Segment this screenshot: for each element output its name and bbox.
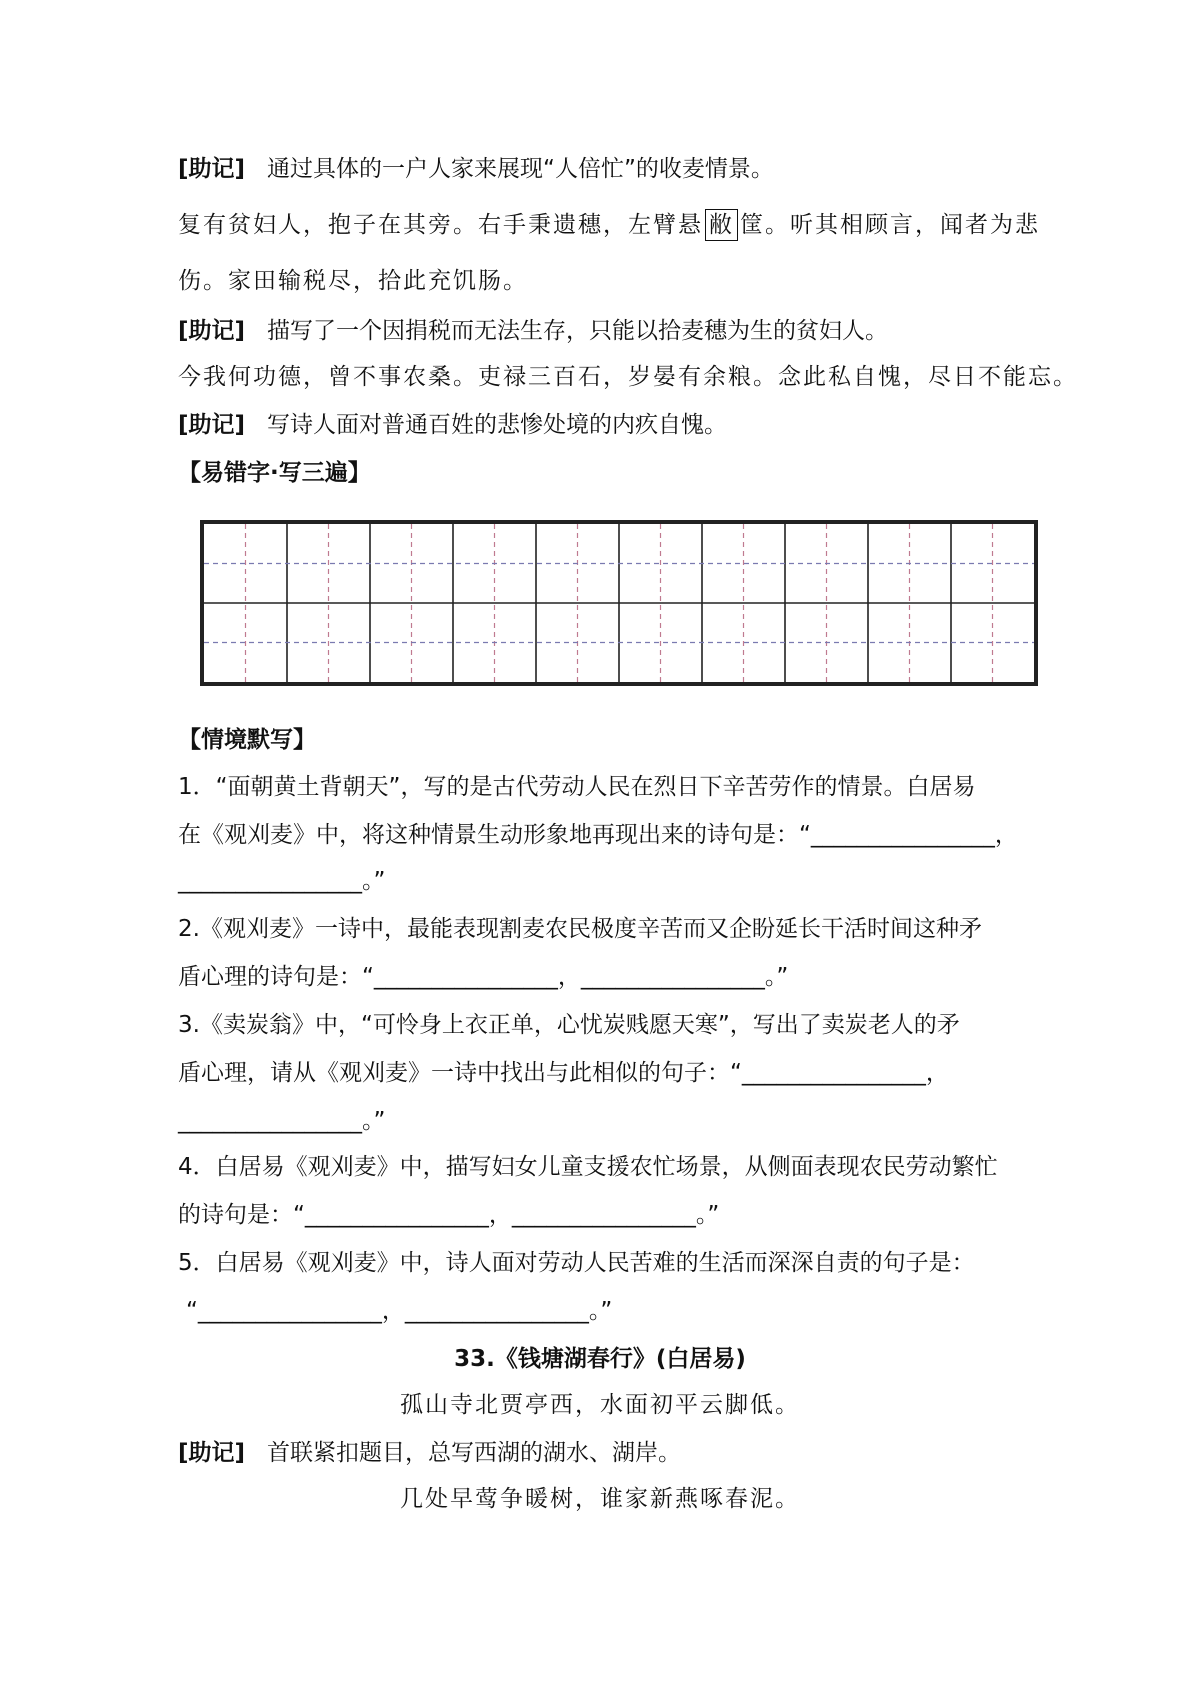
section-heading-dictation: 【情境默写】: [178, 727, 316, 753]
question-line: 的诗句是：“________________，________________。”: [178, 1202, 720, 1228]
note-3: [178, 408, 727, 442]
question-line: 1．“面朝黄土背朝天”，写的是古代劳动人民在烈日下辛苦劳作的情景。白居易: [178, 774, 976, 800]
question-line: 4．白居易《观刈麦》中，描写妇女儿童支援农忙场景，从侧面表现农民劳动繁忙: [178, 1154, 998, 1180]
poem-line: [178, 264, 528, 298]
question-line: 在《观刈麦》中，将这种情景生动形象地再现出来的诗句是：“________________，: [178, 822, 1018, 848]
question-line: ________________。”: [178, 1108, 386, 1134]
note-text: 通过具体的一户人家来展现“人倍忙”的收麦情景。: [267, 156, 774, 182]
poem-text: 伤。家田输税尽，拾此充饥肠。: [178, 268, 528, 294]
poem-text: 复有贫妇人，抱子在其旁。右手秉遗穗，左臂悬: [178, 212, 703, 238]
poem-line: 孤山寺北贾亭西，水面初平云脚低。: [400, 1392, 800, 1418]
note-text: 描写了一个因捐税而无法生存，只能以拾麦穗为生的贫妇人。: [267, 318, 889, 344]
poem-line: 几处早莺争暖树，谁家新燕啄春泥。: [400, 1486, 800, 1512]
note-text: 写诗人面对普通百姓的悲惨处境的内疚自愧。: [267, 412, 728, 438]
note-4: [178, 1436, 681, 1470]
writing-grid-lines: [204, 524, 1034, 682]
question-line: 5．白居易《观刈麦》中，诗人面对劳动人民苦难的生活而深深自责的句子是：: [178, 1250, 975, 1276]
poem-line: [178, 360, 1078, 394]
section-heading-typo: 【易错字·写三遍】: [178, 460, 371, 486]
note-2: [178, 314, 888, 348]
poem-title: 33.《钱塘湖春行》(白居易): [454, 1346, 746, 1372]
poem-text: 筐。听其相顾言，闻者为悲: [740, 212, 1040, 238]
note-tag: [助记]: [178, 318, 246, 344]
note-text: 首联紧扣题目，总写西湖的湖水、湖岸。: [267, 1440, 682, 1466]
poem-line: [178, 208, 1040, 242]
question-line: 盾心理的诗句是：“________________，________________。”: [178, 964, 789, 990]
question-line: 3.《卖炭翁》中，“可怜身上衣正单，心忧炭贱愿天寒”，写出了卖炭老人的矛: [178, 1012, 960, 1038]
question-line: “________________，________________。”: [186, 1298, 613, 1324]
question-line: ________________。”: [178, 868, 386, 894]
note-tag: [助记]: [178, 412, 246, 438]
question-line: 2.《观刈麦》一诗中，最能表现割麦农民极度辛苦而又企盼延长干活时间这种矛: [178, 916, 982, 942]
writing-grid[interactable]: [200, 520, 1038, 686]
note-1: [178, 152, 774, 186]
question-line: 盾心理，请从《观刈麦》一诗中找出与此相似的句子：“________________，: [178, 1060, 949, 1086]
note-tag: [助记]: [178, 156, 246, 182]
boxed-character: 敝: [705, 209, 738, 241]
note-tag: [助记]: [178, 1440, 246, 1466]
poem-text: 今我何功德，曾不事农桑。吏禄三百石，岁晏有余粮。念此私自愧，尽日不能忘。: [178, 364, 1078, 390]
